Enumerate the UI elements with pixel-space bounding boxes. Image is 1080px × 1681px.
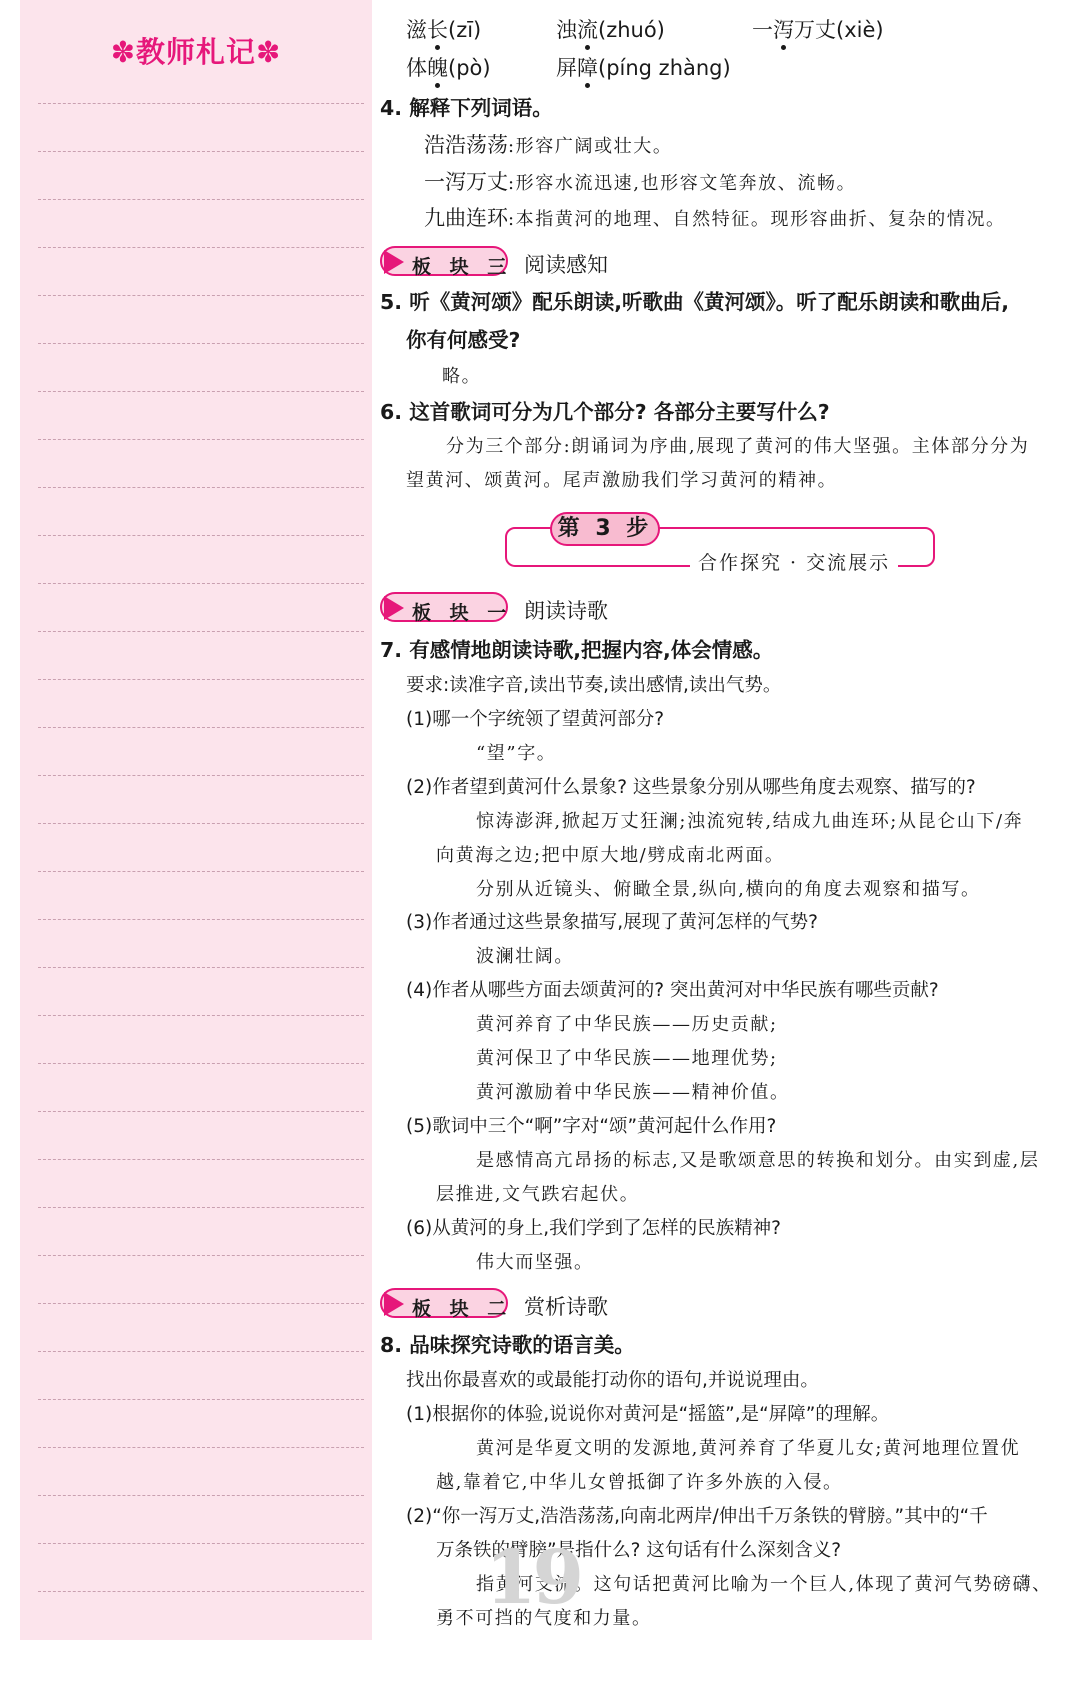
pinyin-text: (pò)	[448, 56, 491, 80]
dotted-char: 流	[577, 18, 598, 42]
pinyin-text: (zhuó)	[598, 18, 665, 42]
pinyin-hanzi: 滋	[406, 18, 427, 42]
note-line	[38, 823, 364, 824]
sub-answer: 黄河是华夏文明的发源地,黄河养育了华夏儿女;黄河地理位置优	[476, 1438, 1021, 1459]
answer-6-cont: 望黄河、颂黄河。尾声激励我们学习黄河的精神。	[406, 470, 838, 491]
note-line	[38, 535, 364, 536]
definition: :本指黄河的地理、自然特征。现形容曲折、复杂的情况。	[508, 209, 1006, 230]
term-definition	[424, 208, 1006, 229]
pinyin-hanzi: 一	[752, 18, 773, 42]
pinyin-text: (xiè)	[836, 18, 884, 42]
step-label: 第 3 步	[550, 512, 660, 546]
sub-question: (1)根据你的体验,说说你对黄河是“摇篮”,是“屏障”的理解。	[406, 1404, 890, 1425]
pinyin-text: (píng zhàng)	[598, 56, 731, 80]
module-badge	[380, 1288, 513, 1320]
question-5: 5. 听《黄河颂》配乐朗读,听歌曲《黄河颂》。听了配乐朗读和歌曲后,	[380, 290, 1010, 314]
sub-answer: 向黄海之边;把中原大地/劈成南北两面。	[436, 845, 785, 866]
answer-5: 略。	[442, 366, 482, 387]
module-label: 板 块 三	[412, 256, 513, 278]
sub-question: (6)从黄河的身上,我们学到了怎样的民族精神?	[406, 1218, 781, 1239]
note-line	[38, 1351, 364, 1352]
page-number: 19	[485, 1535, 580, 1621]
sub-answer: 黄河激励着中华民族——精神价值。	[476, 1082, 790, 1103]
play-arrow-icon	[384, 1292, 404, 1316]
sub-question: (2)“你一泻万丈,浩浩荡荡,向南北两岸/伸出千万条铁的臂膀。”其中的“千	[406, 1506, 988, 1527]
sub-question: (2)作者望到黄河什么景象? 这些景象分别从哪些角度去观察、描写的?	[406, 777, 976, 798]
pinyin-item	[406, 58, 491, 79]
note-line	[38, 967, 364, 968]
question-8-intro: 找出你最喜欢的或最能打动你的语句,并说说理由。	[406, 1370, 819, 1391]
sub-question: (4)作者从哪些方面去颂黄河的? 突出黄河对中华民族有哪些贡献?	[406, 980, 939, 1001]
pinyin-hanzi: 屏	[556, 56, 577, 80]
note-line	[38, 1111, 364, 1112]
teacher-notes-sidebar	[20, 0, 372, 1640]
step-banner	[505, 512, 945, 574]
requirement: 要求:读准字音,读出节奏,读出感情,读出气势。	[406, 675, 782, 696]
sub-answer: 伟大而坚强。	[476, 1252, 594, 1273]
note-line	[38, 295, 364, 296]
note-line	[38, 583, 364, 584]
note-line	[38, 439, 364, 440]
note-line	[38, 199, 364, 200]
question-7: 7. 有感情地朗读诗歌,把握内容,体会情感。	[380, 638, 774, 662]
module-label: 板 块 一	[412, 602, 513, 624]
note-line	[38, 1495, 364, 1496]
sub-answer: 黄河保卫了中华民族——地理优势;	[476, 1048, 778, 1069]
term: 浩浩荡荡	[424, 133, 508, 157]
pinyin-item	[556, 58, 731, 79]
dotted-char: 泻	[773, 18, 794, 42]
note-line	[38, 1303, 364, 1304]
note-line	[38, 775, 364, 776]
sub-question: (5)歌词中三个“啊”字对“颂”黄河起什么作用?	[406, 1116, 777, 1137]
sub-answer: 指黄河支流。这句话把黄河比喻为一个巨人,体现了黄河气势磅礴、	[476, 1574, 1052, 1595]
dotted-char: 长	[427, 18, 448, 42]
note-line	[38, 1159, 364, 1160]
sub-question: (3)作者通过这些景象描写,展现了黄河怎样的气势?	[406, 912, 818, 933]
dotted-char: 魄	[427, 56, 448, 80]
play-arrow-icon	[384, 250, 404, 274]
pinyin-item	[406, 20, 481, 41]
question-6: 6. 这首歌词可分为几个部分? 各部分主要写什么?	[380, 400, 830, 424]
module-badge	[380, 592, 513, 624]
question-5-cont: 你有何感受?	[406, 328, 521, 352]
note-line	[38, 487, 364, 488]
sub-answer: “望”字。	[476, 743, 557, 764]
pinyin-item	[556, 20, 665, 41]
note-line	[38, 1399, 364, 1400]
sub-answer: 惊涛澎湃,掀起万丈狂澜;浊流宛转,结成九曲连环;从昆仑山下/奔	[476, 811, 1024, 832]
note-line	[38, 1063, 364, 1064]
sub-answer: 分别从近镜头、俯瞰全景,纵向,横向的角度去观察和描写。	[476, 879, 981, 900]
term: 九曲连环	[424, 206, 508, 230]
sub-answer: 是感情高亢昂扬的标志,又是歌颂意思的转换和划分。由实到虚,层	[476, 1150, 1040, 1171]
module-badge	[380, 246, 513, 278]
sub-answer: 勇不可挡的气度和力量。	[436, 1608, 652, 1629]
module-title: 赏析诗歌	[524, 1295, 608, 1319]
sub-question: (1)哪一个字统领了望黄河部分?	[406, 709, 665, 730]
note-line	[38, 391, 364, 392]
note-line	[38, 1591, 364, 1592]
pinyin-hanzi: 体	[406, 56, 427, 80]
note-line	[38, 1015, 364, 1016]
note-line	[38, 1447, 364, 1448]
sub-answer: 黄河养育了中华民族——历史贡献;	[476, 1014, 778, 1035]
dotted-char: 障	[577, 56, 598, 80]
note-line	[38, 247, 364, 248]
pinyin-hanzi: 万丈	[794, 18, 836, 42]
note-line	[38, 151, 364, 152]
note-line	[38, 631, 364, 632]
question-4: 4. 解释下列词语。	[380, 96, 553, 120]
sub-answer: 波澜壮阔。	[476, 946, 574, 967]
note-line	[38, 103, 364, 104]
sub-question-cont: 万条铁的臂膀”是指什么? 这句话有什么深刻含义?	[436, 1540, 842, 1561]
note-line	[38, 1207, 364, 1208]
note-line	[38, 679, 364, 680]
sub-answer: 层推进,文气跌宕起伏。	[436, 1184, 640, 1205]
note-line	[38, 1543, 364, 1544]
pinyin-item	[752, 20, 884, 41]
term: 一泻万丈	[424, 170, 508, 194]
definition: :形容水流迅速,也形容文笔奔放、流畅。	[508, 173, 857, 194]
pinyin-text: (zī)	[448, 18, 482, 42]
step-subtitle: 合作探究 · 交流展示	[690, 548, 898, 575]
definition: :形容广阔或壮大。	[508, 136, 673, 157]
sub-answer: 越,靠着它,中华儿女曾抵御了许多外族的入侵。	[436, 1472, 843, 1493]
main-content	[380, 0, 1070, 1640]
note-line	[38, 343, 364, 344]
module-title: 朗读诗歌	[524, 599, 608, 623]
term-definition	[424, 172, 856, 193]
play-arrow-icon	[384, 596, 404, 620]
term-definition	[424, 135, 672, 156]
sidebar-title: ✽教师札记✽	[110, 35, 282, 69]
note-line	[38, 871, 364, 872]
note-line	[38, 1255, 364, 1256]
module-title: 阅读感知	[524, 253, 608, 277]
question-8: 8. 品味探究诗歌的语言美。	[380, 1333, 635, 1357]
note-line	[38, 727, 364, 728]
note-line	[38, 919, 364, 920]
module-label: 板 块 二	[412, 1298, 513, 1320]
pinyin-hanzi: 浊	[556, 18, 577, 42]
answer-6: 分为三个部分:朗诵词为序曲,展现了黄河的伟大坚强。主体部分分为	[446, 436, 1030, 457]
